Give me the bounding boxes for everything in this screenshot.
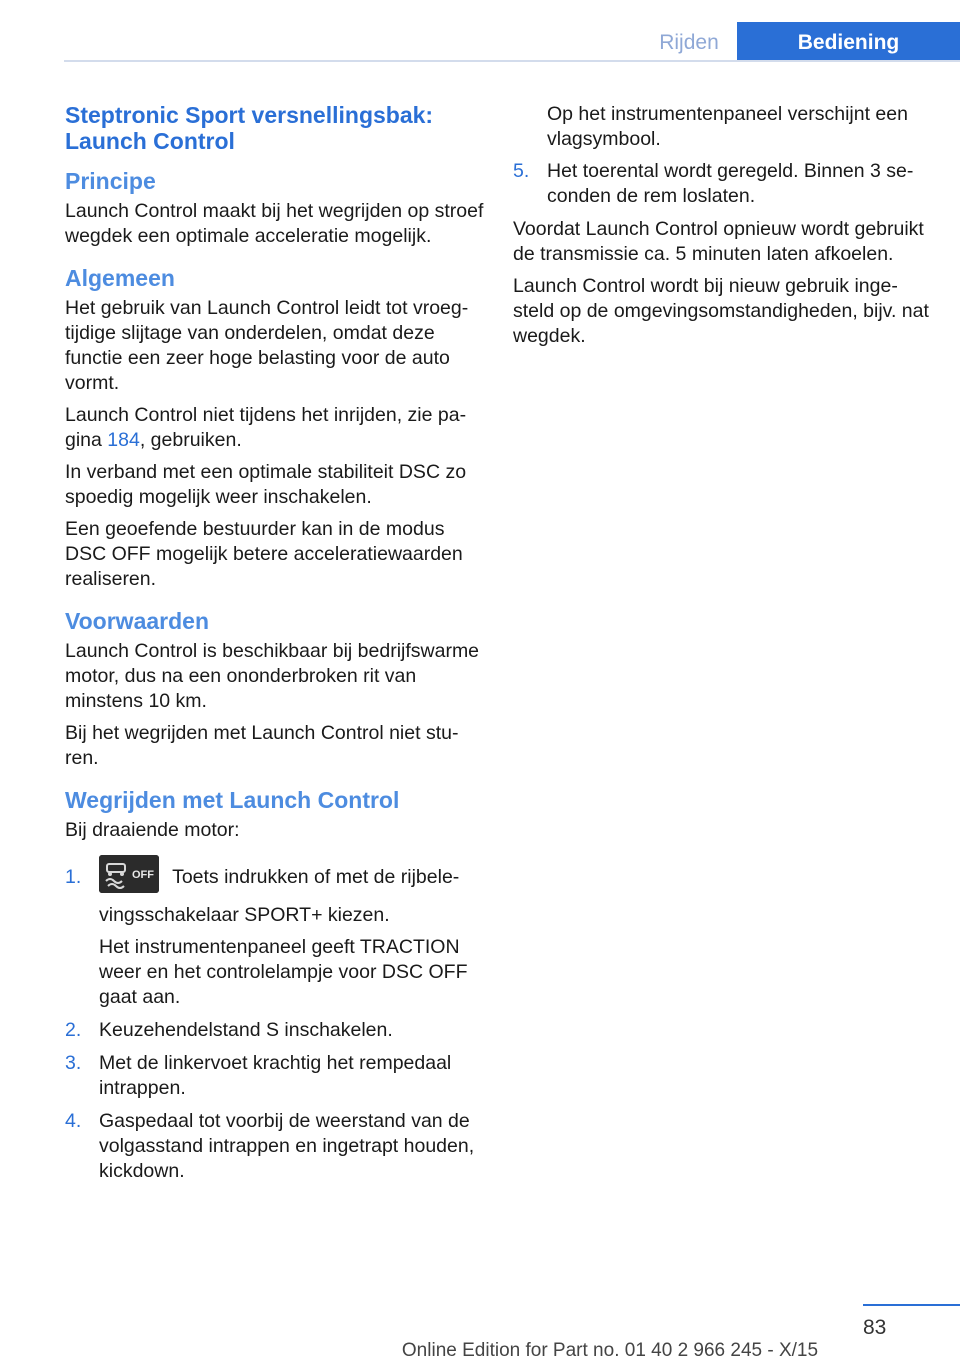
section-title: Steptronic Sport versnellingsbak: Launch Control [65, 102, 434, 154]
header-tab-rijden[interactable]: Rijden [659, 31, 719, 54]
voorwaarden-text-1: Launch Control is beschikbaar bij bedrijfswarme motor, dus na een ononderbroken rit van minstens 10 km. [65, 640, 480, 712]
step-3 [65, 1051, 485, 1101]
heading-principe: Principe [65, 168, 156, 194]
footer-rule [863, 1304, 960, 1306]
step-5 [513, 159, 931, 209]
step-3-text: Met de linkervoet krachtig het rempedaal intrappen. [99, 1052, 452, 1099]
step-1-text: Toets indrukken of met de rijbelevingsschakelaar SPORT+ kiezen. [99, 866, 460, 926]
step-number: 1. [65, 866, 82, 888]
dsc-off-label: OFF [132, 869, 154, 881]
dsc-off-button-icon [99, 855, 159, 893]
step-1 [65, 865, 485, 1010]
cooldown-text: Voordat Launch Control opnieuw wordt gebruikt de transmissie ca. 5 minuten laten afkoelen. [513, 218, 924, 265]
page-number: 83 [863, 1316, 887, 1339]
step-4-continuation: Op het instrumentenpaneel verschijnt een vlagsymbool. [547, 103, 908, 150]
step-number: 2. [65, 1019, 82, 1041]
step-number: 5. [513, 160, 530, 182]
step-1-extra: Het instrumentenpaneel geeft TRACTION weer en het controlelampje voor DSC OFF gaat aan. [99, 936, 468, 1008]
algemeen-text-4: Een geoefende bestuurder kan in de modus DSC OFF mogelijk betere acceleratiewaarden realiseren. [65, 518, 463, 590]
step-2 [65, 1018, 485, 1043]
header-tab-bediening[interactable]: Bediening [737, 22, 960, 62]
wegrijden-intro: Bij draaiende motor: [65, 819, 240, 841]
voorwaarden-text-2: Bij het wegrijden met Launch Control niet sturen. [65, 722, 459, 769]
page-link-184[interactable]: 184 [107, 429, 140, 451]
step-2-text: Keuzehendelstand S inschakelen. [99, 1019, 393, 1041]
algemeen-text-2b: , gebruiken. [139, 429, 242, 451]
heading-voorwaarden: Voorwaarden [65, 608, 209, 634]
steps-list-continued [513, 159, 931, 209]
heading-wegrijden: Wegrijden met Launch Control [65, 787, 400, 813]
steps-list [65, 865, 485, 1184]
heading-algemeen: Algemeen [65, 265, 175, 291]
step-number: 4. [65, 1110, 82, 1132]
step-5-text: Het toerental wordt geregeld. Binnen 3 seconden de rem loslaten. [547, 160, 914, 207]
step-4 [65, 1109, 485, 1184]
edition-note: Online Edition for Part no. 01 40 2 966 245 - X/15 [401, 1340, 819, 1361]
algemeen-text-1: Het gebruik van Launch Control leidt tot vroegtijdige slijtage van onderdelen, omdat deze functie een zeer hoge belasting voor de auto vormt. [65, 297, 469, 394]
algemeen-text-2 [65, 403, 485, 453]
step-number: 3. [65, 1052, 82, 1074]
step-4-text: Gaspedaal tot voorbij de weerstand van de volgasstand intrappen en ingetrapt houden, kickdown. [99, 1110, 475, 1182]
header-rule [64, 60, 960, 62]
adjust-text: Launch Control wordt bij nieuw gebruik ingesteld op de omgevingsomstandigheden, bijv. nat wegdek. [513, 275, 929, 347]
right-column [513, 102, 931, 356]
algemeen-text-3: In verband met een optimale stabiliteit DSC zo spoedig mogelijk weer inschakelen. [65, 461, 467, 508]
principe-text: Launch Control maakt bij het wegrijden op stroef wegdek een optimale acceleratie mogelijk. [65, 200, 484, 247]
algemeen-text-2a: Launch Control niet tijdens het inrijden, zie pagina [65, 404, 467, 451]
left-column [65, 102, 485, 1192]
